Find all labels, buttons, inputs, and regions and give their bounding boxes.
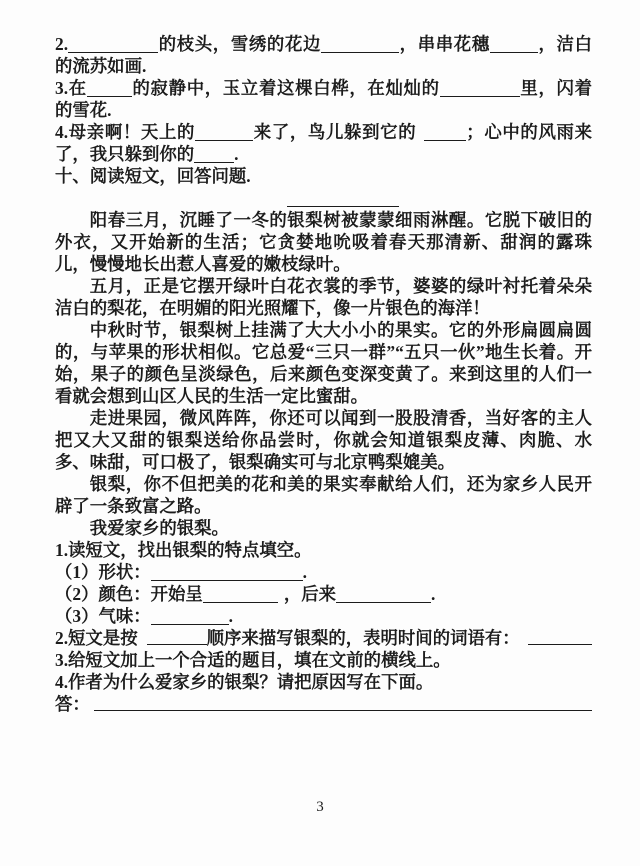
question-1-2 (55, 583, 592, 605)
blank-line (87, 83, 132, 97)
passage-paragraph: 阳春三月，沉睡了一冬的银梨树被蒙蒙细雨淋醒。它脱下破旧的外衣，又开始新的生活；它贪婪地吮吸着春天那清新、甜润的露珠儿，慢慢地长出惹人喜爱的嫩枝绿叶。 (55, 210, 592, 274)
title-blank-line (287, 193, 399, 207)
text-segment: . (234, 144, 239, 164)
passage-paragraph: 中秋时节，银梨树上挂满了大大小小的果实。它的外形扁圆扁圆的，与苹果的形状相似。它总爱“三只一群”“五只一伙”地生长着。开始，果子的颜色呈淡绿色，后来颜色变深变黄了。来到这里的人们一看就会想到山区人民的生活一定比蜜甜。 (55, 320, 592, 406)
item-number: 2. (55, 34, 69, 54)
text-segment: 顺序来描写银梨的，表明时间的词语有： (206, 628, 520, 648)
fill-item-4 (55, 121, 592, 165)
passage-paragraph: 五月，正是它摆开绿叶白花衣裳的季节，婆婆的绿叶衬托着朵朵洁白的梨花，在明媚的阳光照耀下，像一片银色的海洋！ (55, 276, 592, 318)
text-segment: . (431, 584, 436, 604)
section-heading: 十、阅读短文，回答问题. (55, 166, 251, 186)
text-segment: 2.短文是按 (55, 628, 138, 648)
passage-paragraph: 走进果园，微风阵阵，你还可以闻到一股股清香，当好客的主人把又大又甜的银梨送给你品尝时，你就会知道银梨皮薄、肉脆、水多、味甜，可口极了，银梨确实可与北京鸭梨媲美。 (55, 408, 592, 472)
blank-line (528, 631, 592, 645)
text-segment: ，串串花穗 (399, 34, 490, 54)
passage-title-blank-line (55, 187, 592, 209)
passage-paragraph: 银梨，你不但把美的花和美的果实奉献给人们，还为家乡人民开辟了一条致富之路。 (55, 474, 592, 516)
blank-line (424, 127, 466, 141)
question-2 (55, 627, 592, 649)
blank-line (194, 149, 234, 163)
text-segment: 的枝头，雪绣的花边 (158, 34, 322, 54)
blank-line (490, 39, 538, 53)
question-4: 4.作者为什么爱家乡的银梨？请把原因写在下面。 (55, 672, 434, 692)
text-segment: . (228, 606, 234, 626)
question-1: 1.读短文，找出银梨的特点填空。 (55, 540, 312, 560)
text-segment: ，后来 (283, 584, 337, 604)
text-segment: 里，闪着的雪花. (55, 78, 592, 120)
blank-line (203, 589, 278, 603)
answer-label: 答： (55, 694, 90, 714)
item-number: 3.在 (55, 78, 87, 98)
blank-line (440, 83, 520, 97)
question-3: 3.给短文加上一个合适的题目，填在文前的横线上。 (55, 650, 451, 670)
blank-line (147, 631, 207, 645)
page-number: 3 (316, 799, 324, 815)
text-segment: 来了，鸟儿躲到它的 (253, 122, 417, 142)
text-segment: （2）颜色：开始呈 (55, 584, 203, 604)
passage-paragraph: 我爱家乡的银梨。 (89, 518, 229, 538)
blank-line (151, 567, 303, 581)
answer-underline (94, 697, 592, 711)
fill-item-2 (55, 33, 592, 77)
text-segment: . (302, 562, 308, 582)
text-segment: ；心中的风雨来了，我只躲到你的 (55, 122, 592, 164)
question-1-1 (55, 561, 592, 583)
text-segment: （3）气味： (55, 606, 151, 626)
text-segment: （1）形状： (55, 562, 151, 582)
question-1-3 (55, 605, 592, 627)
blank-line (195, 127, 253, 141)
text-segment: ，洁白的流苏如画. (55, 34, 592, 76)
blank-line (336, 589, 431, 603)
blank-line (321, 39, 399, 53)
item-number: 4.母亲啊！天上的 (55, 122, 196, 142)
fill-item-3 (55, 77, 592, 121)
answer-line (55, 693, 592, 715)
blank-line (151, 611, 229, 625)
text-segment: 的寂静中，玉立着这棵白桦，在灿灿的 (131, 78, 440, 98)
blank-line (68, 39, 158, 53)
